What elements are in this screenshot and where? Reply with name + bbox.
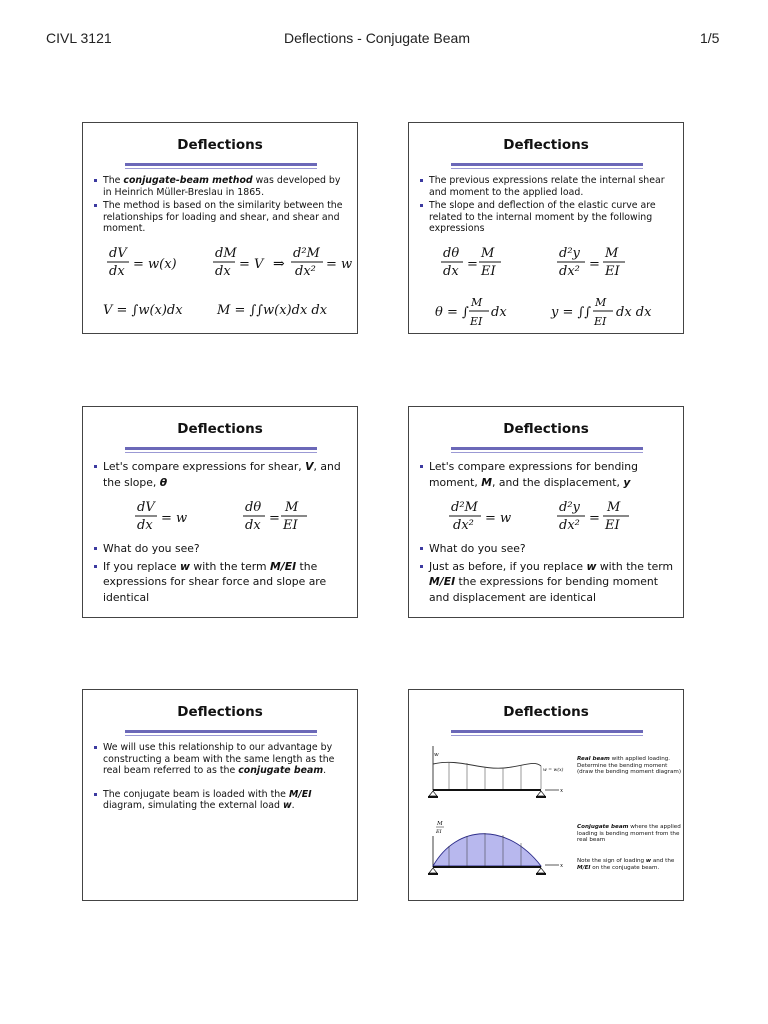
title-rule-thin (451, 735, 643, 736)
bullet-list (419, 459, 675, 492)
svg-text:dV: dV (137, 500, 155, 515)
title-rule (125, 163, 317, 166)
svg-text:w: w (434, 752, 439, 758)
svg-text:M: M (605, 246, 619, 261)
document-title: Deflections - Conjugate Beam (284, 30, 470, 46)
bullet-list-2 (93, 541, 349, 607)
svg-text:dV: dV (109, 246, 127, 261)
svg-text:y = ∫∫: y = ∫∫ (551, 305, 592, 320)
slide-title: Deflections (177, 137, 263, 153)
svg-text:M: M (595, 296, 607, 309)
conjugate-beam-caption: Conjugate beam where the applied loading is bending moment from the real beam (577, 824, 681, 844)
title-rule-thin (125, 168, 317, 169)
slide-title: Deflections (503, 704, 589, 720)
real-beam-caption: Real beam with applied loading. Determine the bending moment (draw the bending moment diagram) (577, 756, 681, 776)
equation-slope-deflection (409, 241, 685, 341)
svg-text:EI: EI (605, 264, 620, 279)
real-beam-diagram (428, 746, 564, 798)
svg-text:EI: EI (470, 315, 483, 328)
svg-text:θ = ∫: θ = ∫ (435, 305, 469, 320)
bullet: The conjugate-beam method was developed by in Heinrich Müller-Breslau in 1865. (93, 175, 349, 198)
svg-text:dx: dx (245, 518, 261, 533)
svg-text:⇒: ⇒ (273, 256, 285, 272)
title-rule-thin (451, 452, 643, 453)
bullet: Let's compare expressions for shear, V, and the slope, θ (93, 459, 349, 490)
svg-text:=: = (269, 511, 280, 526)
svg-text:M: M (285, 500, 299, 515)
svg-text:dx²: dx² (453, 518, 474, 533)
bullet: What do you see? (93, 541, 349, 557)
svg-text:dθ: dθ (245, 500, 262, 515)
svg-text:= w: = w (485, 511, 512, 526)
svg-text:d²y: d²y (559, 500, 580, 515)
svg-text:x: x (560, 863, 564, 869)
svg-text:dx: dx (491, 305, 507, 320)
svg-text:dM: dM (215, 246, 237, 261)
svg-text:dx: dx (109, 264, 125, 279)
svg-text:V = ∫w(x)dx: V = ∫w(x)dx (103, 303, 183, 318)
svg-text:M: M (481, 246, 495, 261)
svg-text:EI: EI (436, 829, 442, 835)
bullet: The conjugate beam is loaded with the M/EI diagram, simulating the external load w. (93, 789, 349, 812)
svg-text:dθ: dθ (443, 246, 460, 261)
slide-title: Deflections (503, 421, 589, 437)
equation-shear-slope (83, 495, 359, 539)
title-rule (451, 163, 643, 166)
beam-diagrams (409, 738, 683, 900)
svg-text:EI: EI (594, 315, 607, 328)
svg-text:=: = (589, 257, 600, 272)
svg-text:EI: EI (605, 518, 620, 533)
bullet: What do you see? (419, 541, 675, 557)
title-rule (125, 730, 317, 733)
title-rule-thin (451, 168, 643, 169)
title-rule (451, 447, 643, 450)
svg-text:w = w(x): w = w(x) (543, 768, 564, 773)
svg-text:dx²: dx² (295, 264, 316, 279)
bullet-list-2 (419, 541, 675, 607)
equation-moment-displacement (409, 495, 685, 539)
svg-text:= V: = V (239, 257, 264, 272)
slide-3 (82, 406, 358, 618)
svg-text:dx: dx (137, 518, 153, 533)
slide-2 (408, 122, 684, 334)
bullet: Let's compare expressions for bending moment, M, and the displacement, y (419, 459, 675, 490)
bullet-list (93, 459, 349, 492)
svg-text:EI: EI (481, 264, 496, 279)
sign-note: Note the sign of loading w and the M/EI on the conjugate beam. (577, 858, 675, 871)
svg-text:EI: EI (283, 518, 298, 533)
bullet: If you replace w with the term M/EI the expressions for shear force and slope are identical (93, 559, 349, 606)
slide-6 (408, 689, 684, 901)
title-rule (451, 730, 643, 733)
bullet-list (93, 175, 349, 237)
svg-text:dx: dx (215, 264, 231, 279)
svg-text:dx²: dx² (559, 518, 580, 533)
svg-text:d²M: d²M (451, 500, 478, 515)
bullet: Just as before, if you replace w with the term M/EI the expressions for bending moment and displacement are identical (419, 559, 675, 606)
title-rule-thin (125, 452, 317, 453)
equation-shear-moment (83, 241, 359, 341)
svg-text:M: M (471, 296, 483, 309)
svg-text:x: x (560, 788, 564, 794)
bullet: We will use this relationship to our advantage by constructing a beam with the same length as the real beam referred to as the conjugate beam. (93, 742, 349, 777)
slide-title: Deflections (503, 137, 589, 153)
bullet-list (93, 742, 349, 814)
bullet: The method is based on the similarity between the relationships for loading and shear, and shear and moment. (93, 200, 349, 235)
svg-text:=: = (589, 511, 600, 526)
bullet: The slope and deflection of the elastic curve are related to the internal moment by the following expressions (419, 200, 675, 235)
title-rule-thin (125, 735, 317, 736)
slide-1 (82, 122, 358, 334)
slide-4 (408, 406, 684, 618)
svg-text:d²M: d²M (293, 246, 320, 261)
svg-text:= w: = w (161, 511, 188, 526)
svg-text:= w(x): = w(x) (133, 257, 177, 272)
bullet: The previous expressions relate the internal shear and moment to the applied load. (419, 175, 675, 198)
svg-text:=: = (467, 257, 478, 272)
svg-text:dx²: dx² (559, 264, 580, 279)
slide-5 (82, 689, 358, 901)
bullet-list (419, 175, 675, 237)
svg-text:= w: = w (326, 257, 353, 272)
svg-text:M = ∫∫w(x)dx dx: M = ∫∫w(x)dx dx (217, 303, 328, 318)
title-rule (125, 447, 317, 450)
slide-title: Deflections (177, 421, 263, 437)
slide-title: Deflections (177, 704, 263, 720)
page-number: 1/5 (700, 30, 720, 46)
svg-text:M: M (607, 500, 621, 515)
svg-text:M: M (437, 821, 443, 827)
svg-text:dx dx: dx dx (616, 305, 652, 320)
svg-text:d²y: d²y (559, 246, 580, 261)
course-code: CIVL 3121 (46, 30, 112, 46)
conjugate-beam-diagram (428, 821, 564, 875)
svg-text:dx: dx (443, 264, 459, 279)
